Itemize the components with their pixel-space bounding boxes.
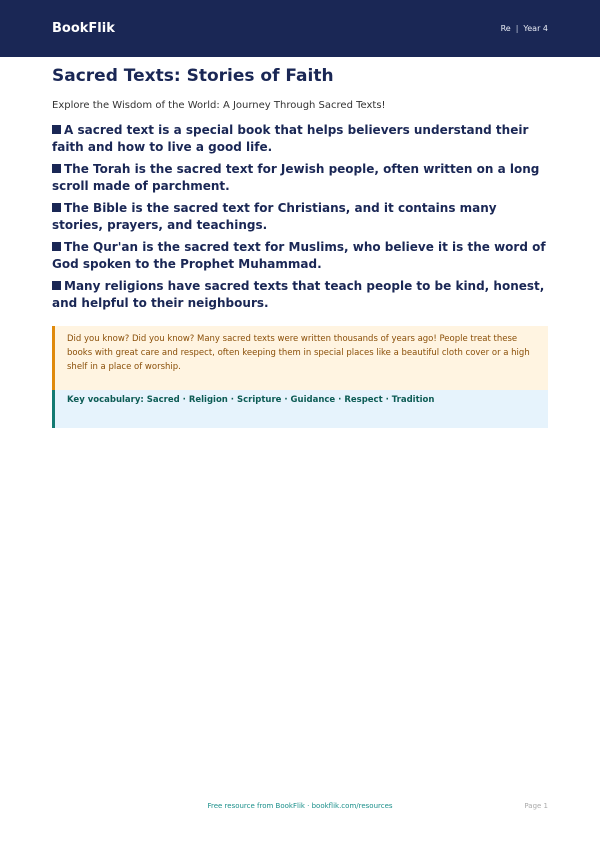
key-vocabulary-box <box>52 390 548 428</box>
callout-text: Did you know? Did you know? Many sacred texts were written thousands of years ago! People treat these books with great care and respect, often keeping them in special places like a beautiful cloth cover or a high shelf in a place of worship. <box>67 334 530 372</box>
top-bar <box>0 0 600 57</box>
fact-item <box>52 239 548 272</box>
page-title: Sacred Texts: Stories of Faith <box>52 66 334 86</box>
year-label: Year 4 <box>523 24 548 33</box>
fact-list <box>52 122 548 317</box>
fact-text: A sacred text is a special book that helps believers understand their faith and how to live a good life. <box>52 123 529 154</box>
square-bullet-icon <box>52 281 61 290</box>
square-bullet-icon <box>52 164 61 173</box>
did-you-know-callout <box>52 326 548 390</box>
vocab-text: Key vocabulary: Sacred · Religion · Scripture · Guidance · Respect · Tradition <box>67 395 435 405</box>
footer-resource-link[interactable]: Free resource from BookFlik · bookflik.com/resources <box>207 802 393 810</box>
fact-item <box>52 161 548 194</box>
square-bullet-icon <box>52 125 61 134</box>
fact-item <box>52 122 548 155</box>
fact-text: The Qur'an is the sacred text for Muslims, who believe it is the word of God spoken to the Prophet Muhammad. <box>52 240 546 271</box>
fact-item <box>52 200 548 233</box>
fact-text: The Bible is the sacred text for Christians, and it contains many stories, prayers, and teachings. <box>52 201 497 232</box>
page-subtitle: Explore the Wisdom of the World: A Journey Through Sacred Texts! <box>52 100 386 111</box>
fact-item <box>52 278 548 311</box>
fact-text: The Torah is the sacred text for Jewish people, often written on a long scroll made of parchment. <box>52 162 540 193</box>
page-number: Page 1 <box>524 802 548 810</box>
square-bullet-icon <box>52 203 61 212</box>
subject-label: Re <box>500 24 511 33</box>
brand-logo[interactable]: BookFlik <box>52 21 115 36</box>
header-meta <box>501 24 548 33</box>
header-separator: | <box>515 24 519 33</box>
fact-text: Many religions have sacred texts that teach people to be kind, honest, and helpful to their neighbours. <box>52 279 545 310</box>
square-bullet-icon <box>52 242 61 251</box>
